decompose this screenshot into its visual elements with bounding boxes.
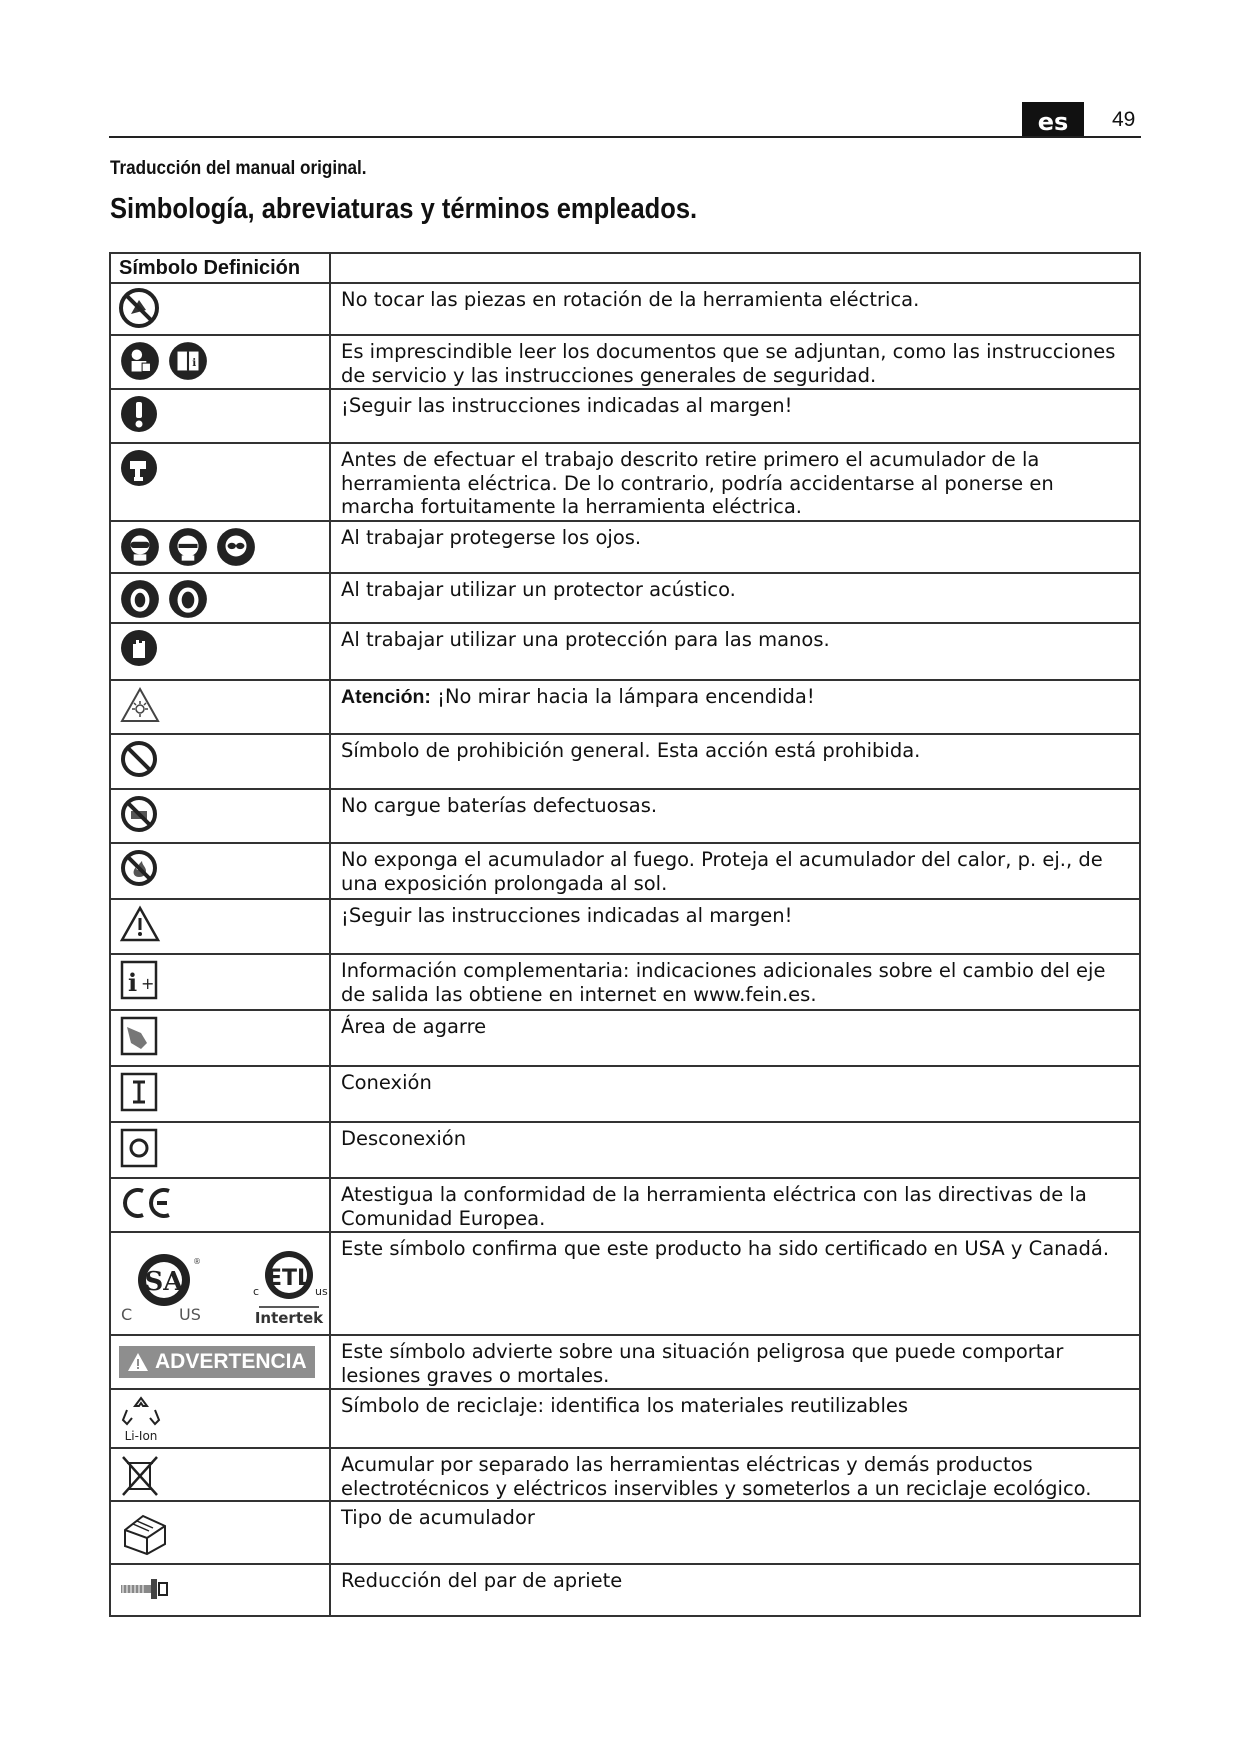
intertek-label: Intertek (254, 1309, 324, 1327)
table-row (110, 1010, 1140, 1066)
document-subtitle: Traducción del manual original. (110, 158, 367, 179)
table-row (110, 789, 1140, 843)
definition-text: Tipo de acumulador (330, 1501, 1140, 1564)
definition-text: Este símbolo confirma que este producto ha sido certificado en USA y Canadá. (330, 1232, 1140, 1335)
definition-text-rest: ¡No mirar hacia la lámpara encendida! (430, 685, 815, 708)
svg-text:i: i (192, 357, 197, 370)
table-row (110, 1448, 1140, 1501)
etl-c-label: c (253, 1285, 260, 1298)
page-number: 49 (1112, 108, 1136, 131)
definition-text: ¡Seguir las instrucciones indicadas al margen! (330, 899, 1140, 954)
etl-us-label: us (315, 1285, 328, 1298)
svg-text:ETL: ETL (266, 1266, 312, 1291)
exclamation-icon (119, 394, 159, 434)
hand-protection-icon (119, 628, 159, 668)
recycling-li-ion-icon (119, 1394, 163, 1444)
table-row (110, 843, 1140, 899)
csa-c-label: C (121, 1305, 133, 1324)
definition-text: Desconexión (330, 1122, 1140, 1178)
no-fire-icon (119, 848, 159, 888)
definition-text: Es imprescindible leer los documentos que se adjuntan, como las instrucciones de servicio y las instrucciones generales de seguridad. (330, 335, 1140, 389)
definition-text: ¡Seguir las instrucciones indicadas al margen! (330, 389, 1140, 443)
table-header-row (110, 253, 1140, 283)
power-on-icon (119, 1071, 159, 1113)
table-row (110, 1501, 1140, 1564)
torque-reduction-icon (119, 1569, 169, 1609)
definition-text: Reducción del par de apriete (330, 1564, 1140, 1616)
table-row (110, 1232, 1140, 1335)
table-row (110, 734, 1140, 789)
definition-text: Atestigua la conformidad de la herramienta eléctrica con las directivas de la Comunidad Europea. (330, 1178, 1140, 1232)
header-rule (109, 136, 1141, 138)
table-row (110, 1122, 1140, 1178)
definition-text: Acumular por separado las herramientas eléctricas y demás productos electrotécnicos y eléctricos inservibles y someterlos a un reciclaje ecológico. (330, 1448, 1140, 1501)
definition-text: No exponga el acumulador al fuego. Proteja el acumulador del calor, p. ej., de una exposición prolongada al sol. (330, 843, 1140, 899)
definition-text: Área de agarre (330, 1010, 1140, 1066)
lamp-warning-icon (119, 685, 161, 725)
symbols-table (109, 252, 1141, 1617)
table-row (110, 623, 1140, 680)
table-row (110, 1066, 1140, 1122)
table-row (110, 680, 1140, 734)
table-row (110, 443, 1140, 521)
read-documents-icon (119, 340, 161, 382)
grip-area-icon (119, 1015, 159, 1057)
warning-badge (119, 1346, 315, 1378)
table-row (110, 1178, 1140, 1232)
svg-text:SA: SA (144, 1267, 184, 1297)
definition-text: No tocar las piezas en rotación de la herramienta eléctrica. (330, 283, 1140, 335)
table-row (110, 899, 1140, 954)
etl-intertek-mark-icon (249, 1243, 329, 1333)
power-off-icon (119, 1127, 159, 1169)
prohibition-icon (119, 739, 159, 779)
table-column-header: Símbolo Definición (110, 253, 330, 283)
ear-protection-icon (119, 578, 161, 620)
table-row (110, 954, 1140, 1010)
definition-text: No cargue baterías defectuosas. (330, 789, 1140, 843)
info-plus-icon (119, 959, 159, 1001)
table-row (110, 1335, 1140, 1389)
attention-label: Atención: (341, 686, 431, 708)
no-charge-defective-battery-icon (119, 794, 159, 834)
table-row (110, 283, 1140, 335)
table-row (110, 1389, 1140, 1448)
definition-text (330, 680, 1140, 734)
crossed-bin-icon (119, 1453, 161, 1499)
no-touch-rotating-icon (119, 288, 159, 328)
table-row (110, 335, 1140, 389)
ear-muffs-icon (167, 578, 209, 620)
table-empty-header (330, 253, 1140, 283)
book-info-icon (167, 340, 209, 382)
definition-text: Al trabajar protegerse los ojos. (330, 521, 1140, 573)
goggles-icon (119, 526, 161, 568)
definition-text: Antes de efectuar el trabajo descrito retire primero el acumulador de la herramienta eléctrica. De lo contrario, podría accidentarse al ponerse en marcha fortuitamente la herramienta eléctrica. (330, 443, 1140, 521)
csa-us-label: US (179, 1305, 201, 1324)
table-row (110, 573, 1140, 623)
definition-text: Conexión (330, 1066, 1140, 1122)
csa-mark-icon (119, 1248, 209, 1328)
ce-mark-icon (119, 1183, 175, 1223)
definition-text: Al trabajar utilizar un protector acústico. (330, 573, 1140, 623)
definition-text: Símbolo de prohibición general. Esta acción está prohibida. (330, 734, 1140, 789)
svg-text:i: i (128, 968, 138, 997)
face-shield-icon (167, 526, 209, 568)
definition-text: Este símbolo advierte sobre una situación peligrosa que puede comportar lesiones graves o mortales. (330, 1335, 1140, 1389)
definition-text: Símbolo de reciclaje: identifica los materiales reutilizables (330, 1389, 1140, 1448)
li-ion-label: Li-Ion (124, 1429, 158, 1443)
warning-badge-label: ADVERTENCIA (155, 1350, 307, 1373)
warning-badge-icon (127, 1352, 149, 1372)
table-row (110, 1564, 1140, 1616)
definition-text: Información complementaria: indicaciones adicionales sobre el cambio del eje de salida las obtiene en internet en www.fein.es. (330, 954, 1140, 1010)
table-row (110, 389, 1140, 443)
remove-battery-icon (119, 448, 159, 488)
svg-text:®: ® (193, 1257, 201, 1266)
warning-triangle-icon (119, 904, 161, 944)
page-title: Simbología, abreviaturas y términos empleados. (110, 193, 698, 225)
eye-protection-icon (215, 526, 257, 568)
language-tag: es (1022, 102, 1084, 136)
table-row (110, 521, 1140, 573)
svg-text:+: + (141, 974, 155, 993)
definition-text: Al trabajar utilizar una protección para las manos. (330, 623, 1140, 680)
battery-type-icon (119, 1506, 171, 1558)
